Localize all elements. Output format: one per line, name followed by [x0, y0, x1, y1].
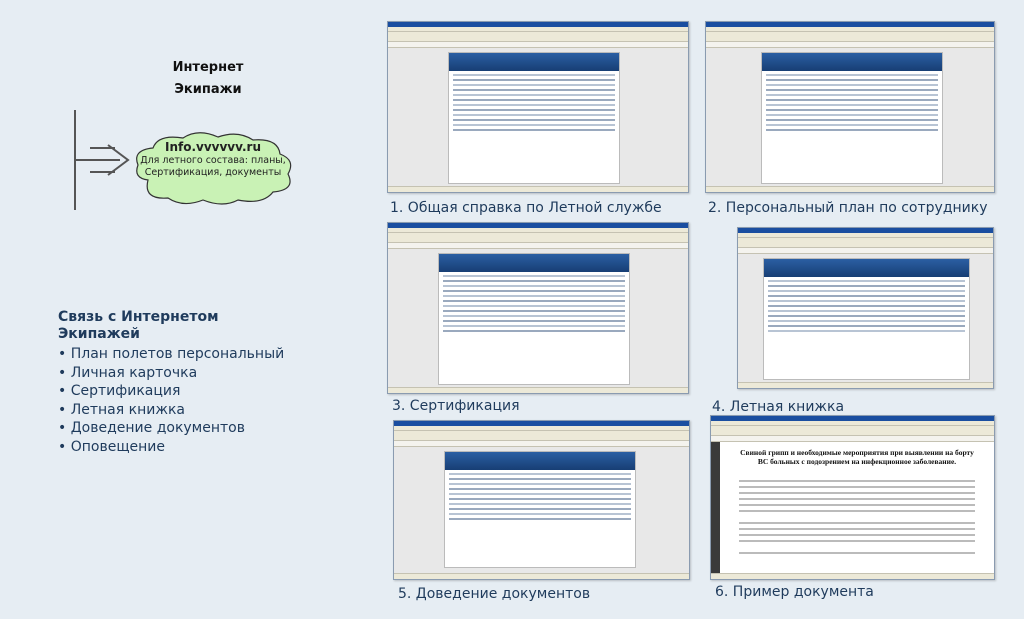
caption-5: 5. Доведение документов	[398, 586, 591, 602]
screenshot-certification	[387, 222, 689, 394]
screenshot-flight-book	[737, 227, 994, 389]
caption-3: 3. Сертификация	[392, 398, 520, 414]
screenshot-general-info	[387, 21, 689, 193]
list-item: • Сертификация	[58, 382, 378, 401]
app-window	[438, 253, 630, 385]
cloud-desc-1: Для летного состава: планы,	[140, 155, 286, 166]
list-item: • Оповещение	[58, 438, 378, 457]
feature-list	[58, 345, 378, 456]
section-heading-2: Экипажей	[58, 326, 140, 342]
app-window	[763, 258, 970, 380]
list-item: • Летная книжка	[58, 401, 378, 420]
list-item: • Личная карточка	[58, 364, 378, 383]
screenshot-documents	[393, 420, 690, 580]
cloud-callout	[128, 130, 298, 206]
title-line-2: Экипажи	[174, 82, 242, 97]
app-window	[761, 52, 943, 184]
section-heading-1: Связь с Интернетом	[58, 309, 219, 325]
title-line-1: Интернет	[172, 60, 244, 75]
screenshot-personal-plan	[705, 21, 995, 193]
caption-1: 1. Общая справка по Летной службе	[390, 200, 662, 216]
list-item: • Доведение документов	[58, 419, 378, 438]
caption-4: 4. Летная книжка	[712, 399, 845, 415]
caption-2: 2. Персональный план по сотруднику	[708, 200, 988, 216]
screenshot-document-example	[710, 415, 995, 580]
doc-heading: Свиной грипп и необходимые мероприятия при выявлении на борту ВС больных с подозрением на инфекционное заболевание.	[740, 448, 974, 466]
cloud-desc-2: Сертификация, документы	[144, 167, 282, 178]
app-window	[448, 52, 620, 184]
app-window	[444, 451, 636, 568]
doc-body-lines	[739, 476, 975, 558]
list-item: • План полетов персональный	[58, 345, 378, 364]
caption-6: 6. Пример документа	[715, 584, 874, 600]
feature-section	[58, 309, 378, 456]
cloud-site: Info.vvvvvv.ru	[164, 140, 261, 154]
